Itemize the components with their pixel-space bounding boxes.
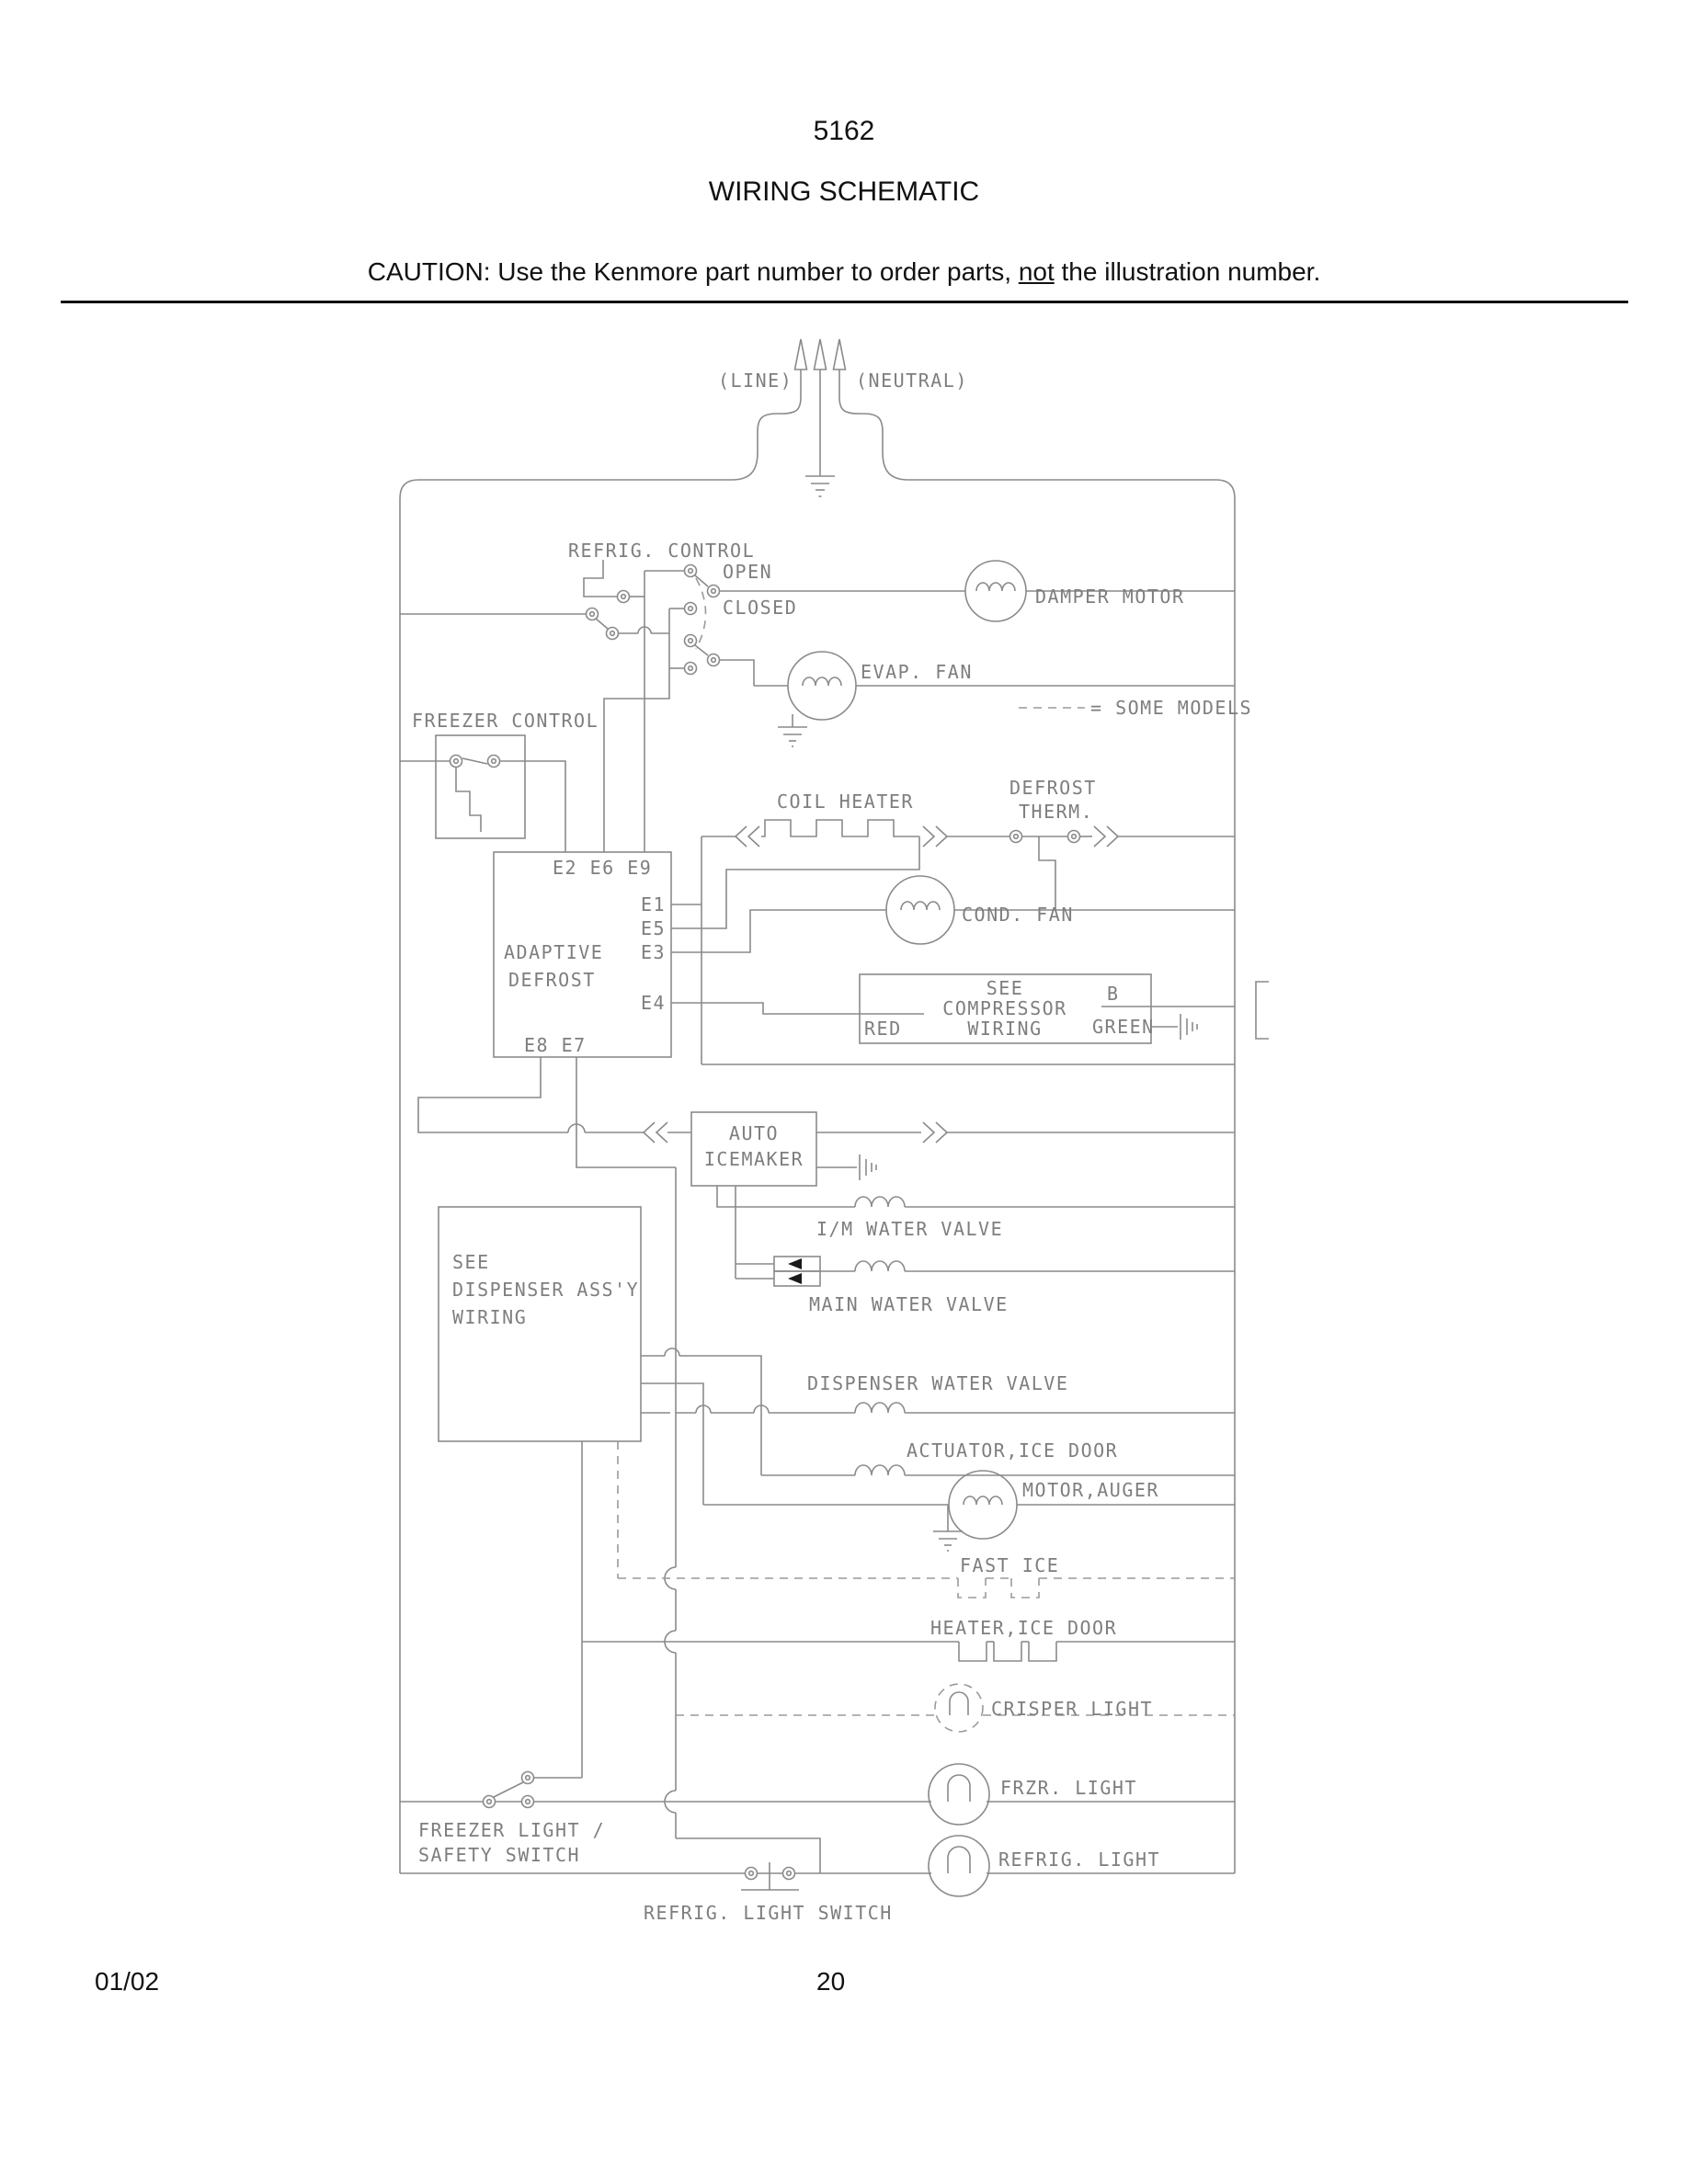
dispenser-water-valve-label: DISPENSER WATER VALVE xyxy=(807,1372,1069,1394)
auto-icemaker xyxy=(418,1057,1235,1186)
heater-element-icon xyxy=(994,1642,1021,1661)
actuator-ice-door-label: ACTUATOR,ICE DOOR xyxy=(907,1439,1119,1462)
caution-suffix: the illustration number. xyxy=(1054,257,1321,286)
coil-icon xyxy=(855,1197,905,1207)
red-wire-label: RED xyxy=(864,1018,902,1040)
freezer-control xyxy=(400,710,599,852)
closed-label: CLOSED xyxy=(723,597,798,619)
freezer-light-switch-label-1: FREEZER LIGHT / xyxy=(418,1819,606,1841)
footer-page-number: 20 xyxy=(816,1967,846,1996)
board-name-2: DEFROST xyxy=(508,969,596,991)
main-water-valve-label: MAIN WATER VALVE xyxy=(809,1293,1009,1315)
heater-element-icon xyxy=(761,820,919,836)
actuator-ice-door xyxy=(641,1348,1235,1475)
freezer-light-switch-label-2: SAFETY SWITCH xyxy=(418,1844,581,1866)
defrost-therm-label-2: THERM. xyxy=(1019,801,1094,823)
ground-prong-icon xyxy=(815,339,827,370)
coil-heater xyxy=(671,791,1009,1064)
terminal-e1: E1 xyxy=(641,893,667,916)
dispenser-note xyxy=(439,1207,641,1441)
caution-emphasis: not xyxy=(1018,257,1055,286)
board-bottom-terminals: E8 E7 xyxy=(524,1034,587,1056)
earth-ground-icon xyxy=(778,714,807,746)
footer-date: 01/02 xyxy=(95,1967,160,1996)
connector-icon xyxy=(644,1122,667,1143)
lamp-filament-icon xyxy=(948,1775,970,1802)
im-water-valve-label: I/M WATER VALVE xyxy=(816,1218,1004,1240)
e5-wire xyxy=(671,836,919,928)
connector-icon xyxy=(736,826,759,847)
terminal-e4: E4 xyxy=(641,992,667,1014)
connector-icon xyxy=(1094,826,1118,847)
frzr-light-label: FRZR. LIGHT xyxy=(1000,1777,1137,1799)
caution-prefix: CAUTION: Use the Kenmore part number to order parts, xyxy=(367,257,1019,286)
green-wire-label: GREEN xyxy=(1092,1016,1155,1038)
line-label: (LINE) xyxy=(718,370,793,392)
damper-motor-label: DAMPER MOTOR xyxy=(1035,586,1185,608)
heater-element-icon xyxy=(959,1642,987,1661)
coil-icon xyxy=(803,677,841,686)
chassis-ground-icon xyxy=(860,1155,876,1180)
compressor-note-3: WIRING xyxy=(967,1018,1043,1040)
dispenser-note-3: WIRING xyxy=(452,1306,528,1328)
board-top-terminals: E2 E6 E9 xyxy=(553,857,653,879)
adaptive-defrost-board xyxy=(494,852,671,1057)
b-wire-label: B xyxy=(1107,983,1120,1005)
page-title: WIRING SCHEMATIC xyxy=(708,176,980,207)
heater-element-icon xyxy=(1011,1578,1039,1598)
icemaker-label-1: AUTO xyxy=(728,1122,780,1144)
legend xyxy=(1019,697,1252,719)
terminal-e3: E3 xyxy=(641,941,667,963)
earth-ground-icon xyxy=(805,476,835,496)
switch-travel-arc xyxy=(696,578,706,649)
coil-heater-label: COIL HEATER xyxy=(777,791,914,813)
cond-fan xyxy=(671,876,1235,952)
im-water-valve xyxy=(717,1186,1235,1240)
coil-icon xyxy=(976,583,1015,591)
cond-fan-label: COND. FAN xyxy=(962,904,1074,926)
switch-terminals xyxy=(587,565,720,675)
evap-fan-label: EVAP. FAN xyxy=(861,661,973,683)
defrost-therm-label-1: DEFROST xyxy=(1009,777,1097,799)
coil-icon xyxy=(855,1403,905,1413)
fast-ice-heater xyxy=(618,1441,1235,1598)
coil-icon xyxy=(855,1261,905,1271)
lamp-filament-icon xyxy=(948,1847,970,1873)
coil-icon xyxy=(901,902,940,910)
crisper-light xyxy=(676,1684,1235,1732)
dispenser-note-2: DISPENSER ASS'Y xyxy=(452,1279,640,1301)
compressor-note-1: SEE xyxy=(986,977,1024,999)
coil-icon xyxy=(855,1465,905,1475)
compressor-note-2: COMPRESSOR xyxy=(942,997,1067,1019)
refrig-light-switch-label: REFRIG. LIGHT SWITCH xyxy=(644,1902,893,1924)
icemaker-label-2: ICEMAKER xyxy=(703,1148,804,1170)
main-water-valve xyxy=(736,1186,1235,1315)
compressor-note xyxy=(671,974,1269,1043)
freezer-control-label: FREEZER CONTROL xyxy=(412,710,599,732)
line-prong-icon xyxy=(795,339,807,370)
connector-icon xyxy=(923,1122,947,1143)
line-rail xyxy=(400,370,801,1873)
motor-auger xyxy=(641,1383,1235,1551)
neutral-label: (NEUTRAL) xyxy=(856,370,968,392)
connector-icon xyxy=(923,826,947,847)
left-bus xyxy=(665,1167,676,1838)
heater-element-icon xyxy=(1029,1642,1056,1661)
motor-auger-label: MOTOR,AUGER xyxy=(1022,1479,1159,1501)
open-label: OPEN xyxy=(723,561,773,583)
terminal-e5: E5 xyxy=(641,917,667,939)
neutral-prong-icon xyxy=(834,339,846,370)
legend-label: = SOME MODELS xyxy=(1090,697,1253,719)
refrig-light-label: REFRIG. LIGHT xyxy=(998,1848,1161,1871)
connector-bracket-icon xyxy=(1256,982,1269,1039)
fast-ice-label: FAST ICE xyxy=(960,1554,1060,1576)
defrost-thermostat xyxy=(1009,777,1235,910)
crisper-light-label: CRISPER LIGHT xyxy=(991,1698,1154,1720)
part-number: 5162 xyxy=(813,116,875,146)
lamp-filament-icon xyxy=(950,1692,968,1715)
power-plug xyxy=(718,339,968,496)
chassis-ground-icon xyxy=(1180,1014,1197,1040)
refrig-control xyxy=(400,540,797,852)
board-name-1: ADAPTIVE xyxy=(504,941,604,963)
coil-icon xyxy=(964,1496,1002,1505)
heater-ice-door-label: HEATER,ICE DOOR xyxy=(930,1617,1118,1639)
dispenser-water-valve xyxy=(641,1372,1235,1413)
heater-element-icon xyxy=(958,1578,986,1598)
refrig-control-label: REFRIG. CONTROL xyxy=(568,540,756,562)
dispenser-note-1: SEE xyxy=(452,1251,490,1273)
